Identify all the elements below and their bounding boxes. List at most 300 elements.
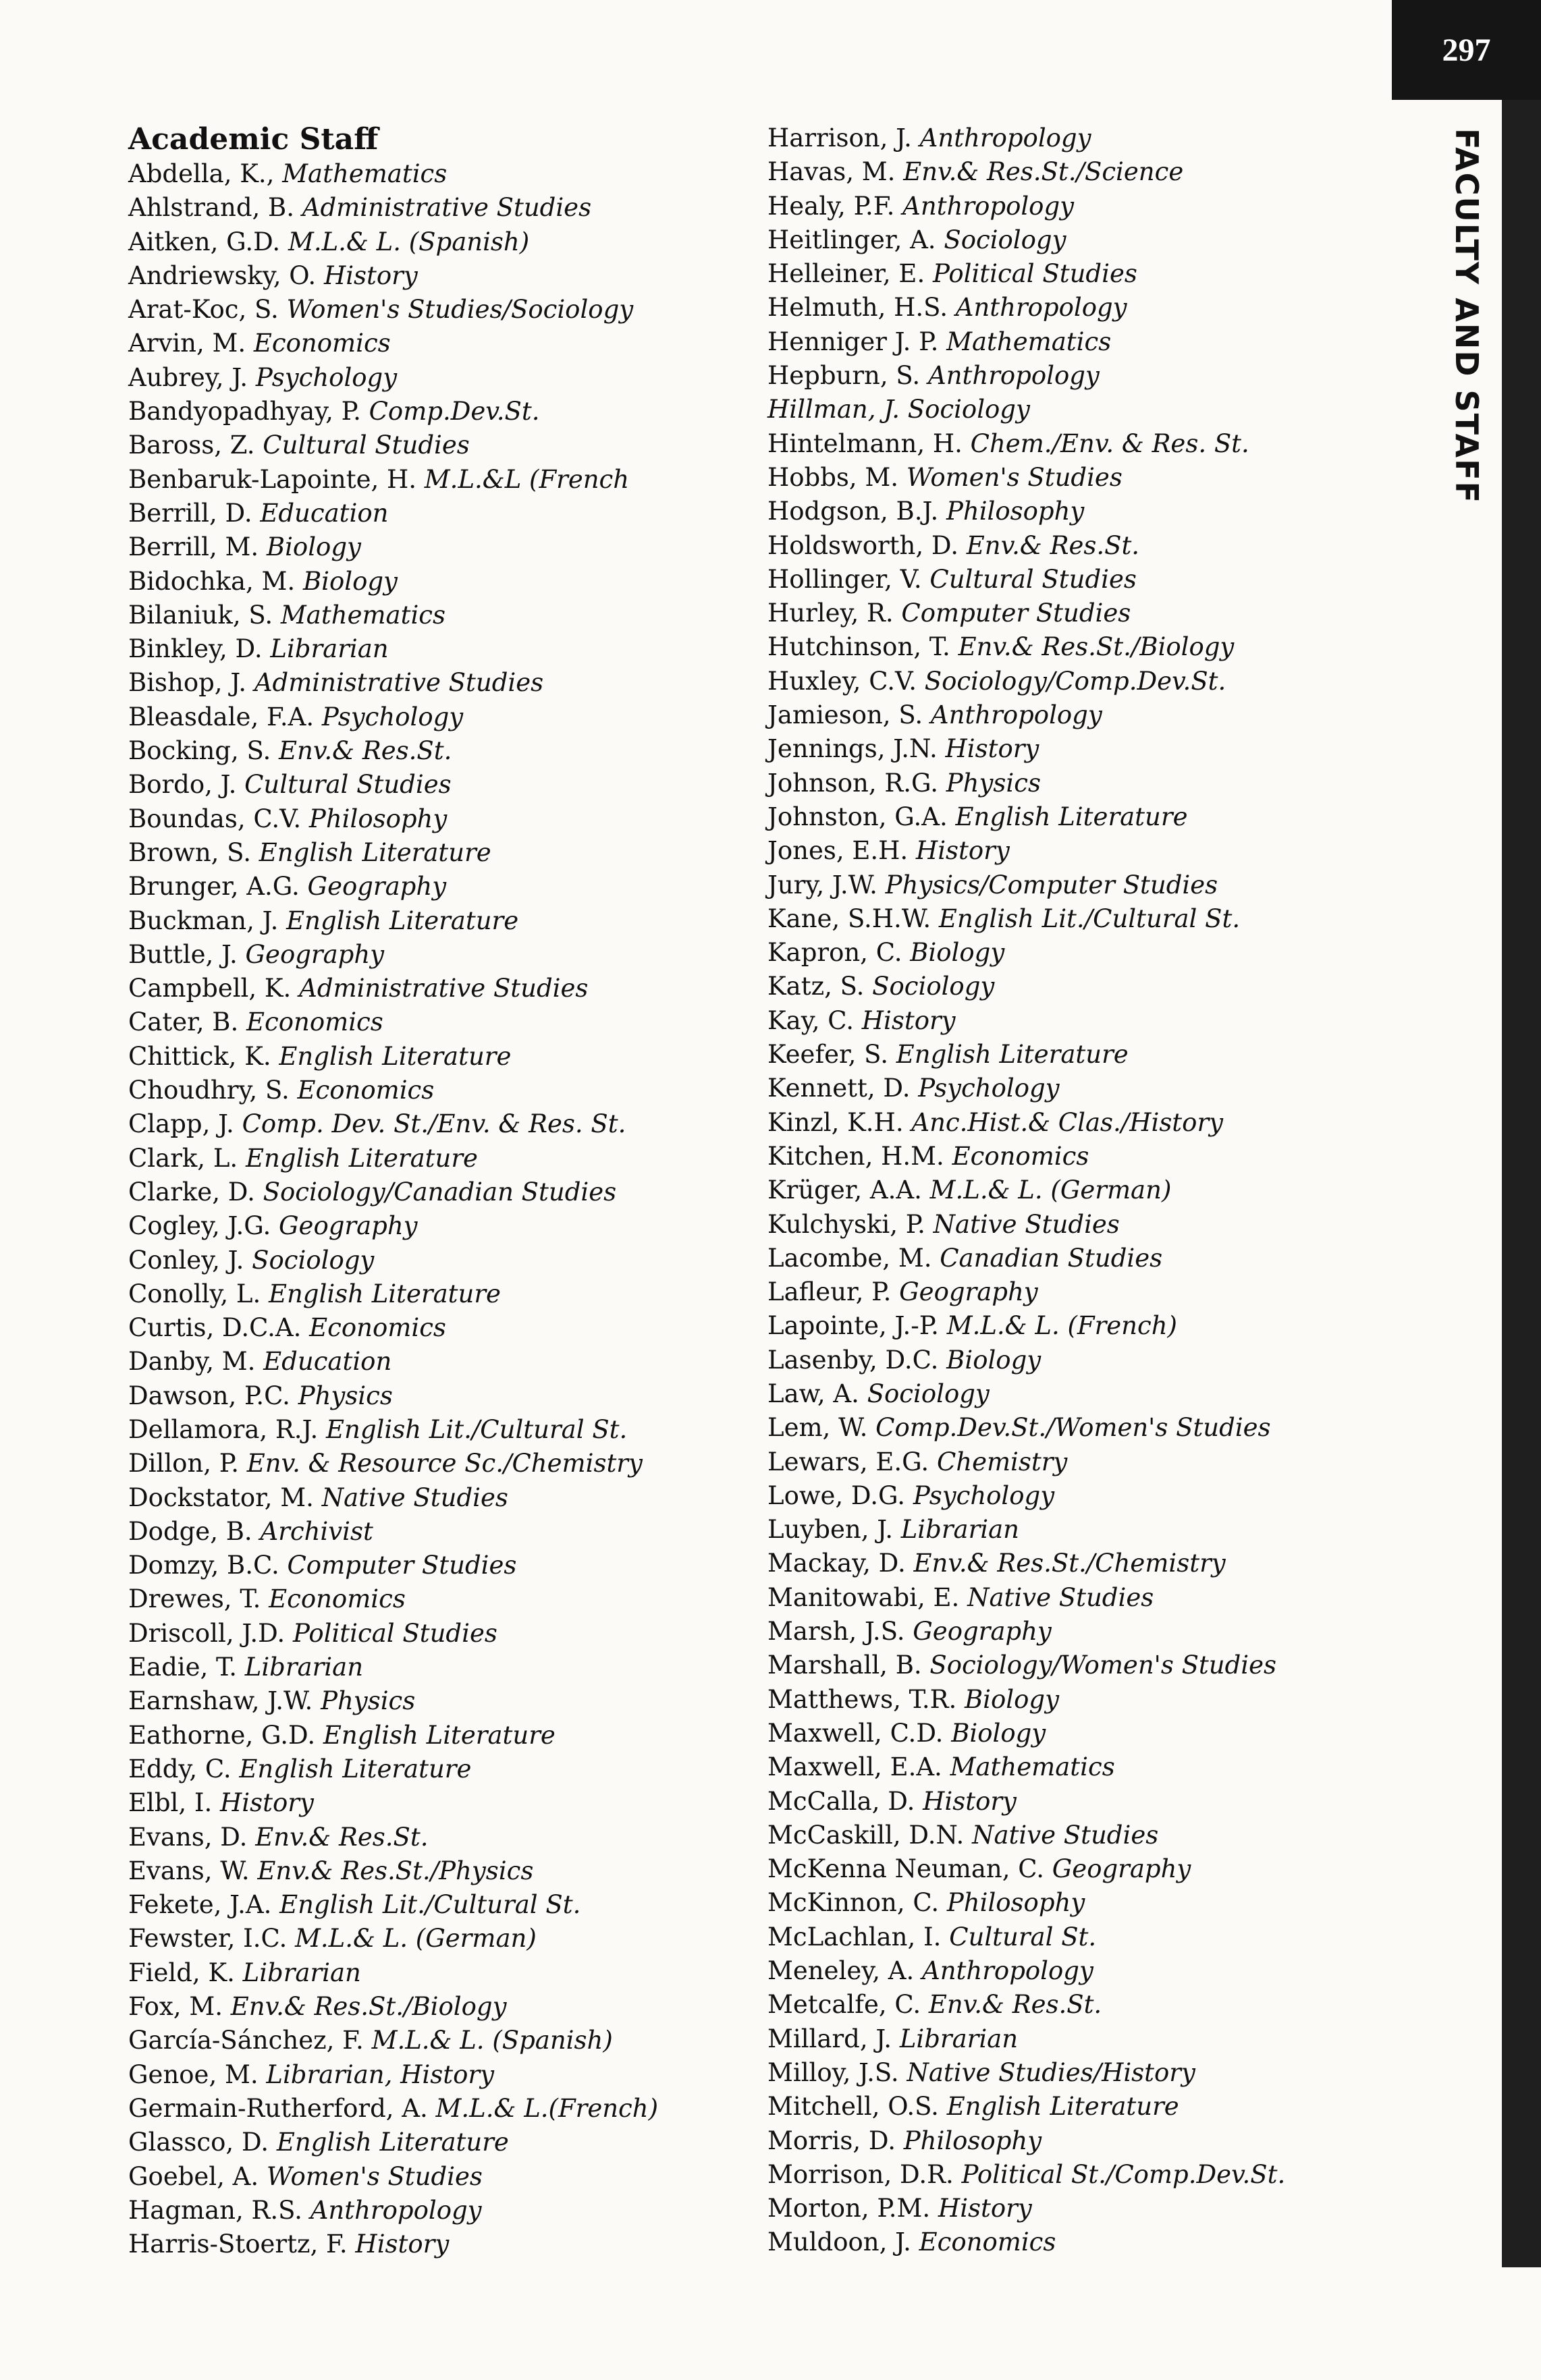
staff-entry xyxy=(128,1142,749,1175)
staff-department: Env.& Res.St./Biology xyxy=(230,1992,507,2022)
staff-name: Healy, P.F. xyxy=(767,191,895,221)
staff-name: Mitchell, O.S. xyxy=(767,2092,939,2122)
staff-department: M.L.& L.(French) xyxy=(435,2093,659,2123)
staff-entry xyxy=(767,2056,1388,2090)
staff-name: Helleiner, E. xyxy=(767,259,925,289)
staff-name: Muldoon, J. xyxy=(767,2227,911,2257)
staff-entry xyxy=(128,395,749,428)
staff-entry xyxy=(767,1886,1388,1920)
staff-name: Bleasdale, F.A. xyxy=(128,702,315,731)
staff-entry xyxy=(767,2090,1388,2124)
staff-name: Katz, S. xyxy=(767,972,865,1001)
staff-column-right xyxy=(767,121,1388,2260)
staff-entry xyxy=(767,1377,1388,1411)
staff-name: Huxley, C.V. xyxy=(767,666,917,696)
staff-column-left xyxy=(128,121,749,2261)
staff-entry xyxy=(767,223,1388,257)
staff-entry xyxy=(128,225,749,259)
staff-department: Political St./Comp.Dev.St. xyxy=(961,2159,1286,2189)
staff-department: Cultural St. xyxy=(949,1922,1097,1952)
staff-entry xyxy=(767,563,1388,597)
staff-department: Env.& Res.St. xyxy=(966,530,1140,560)
staff-department: Librarian xyxy=(242,1958,361,1987)
staff-entry xyxy=(767,257,1388,291)
staff-department: Administrative Studies xyxy=(299,974,589,1003)
staff-entry xyxy=(128,599,749,632)
staff-name: Arvin, M. xyxy=(128,329,246,358)
staff-name: Jones, E.H. xyxy=(767,836,909,866)
staff-name: Bidochka, M. xyxy=(128,566,296,596)
staff-entry xyxy=(128,1040,749,1074)
staff-name: Marshall, B. xyxy=(767,1651,922,1680)
staff-entry xyxy=(128,1752,749,1786)
staff-entry xyxy=(128,1990,749,2024)
staff-name: Lafleur, P. xyxy=(767,1277,892,1307)
staff-name: Buttle, J. xyxy=(128,939,238,969)
staff-entry xyxy=(128,2024,749,2057)
staff-entry xyxy=(128,1244,749,1277)
staff-name: Berrill, D. xyxy=(128,498,252,528)
staff-name: Jamieson, S. xyxy=(767,700,923,730)
staff-entry xyxy=(767,1038,1388,1072)
staff-name: Jury, J.W. xyxy=(767,870,877,900)
staff-department: Sociology xyxy=(872,972,995,1001)
staff-entry xyxy=(128,2126,749,2159)
staff-entry xyxy=(128,1651,749,1684)
staff-entry xyxy=(767,665,1388,698)
staff-name: Andriewsky, O. xyxy=(128,260,317,290)
staff-department: Geography xyxy=(279,1211,418,1241)
staff-department: English Literature xyxy=(259,837,491,867)
staff-name: Maxwell, C.D. xyxy=(767,1718,944,1748)
staff-name: Manitowabi, E. xyxy=(767,1582,960,1612)
staff-department: Political Studies xyxy=(932,259,1137,289)
staff-entry xyxy=(767,190,1388,223)
staff-name: Dodge, B. xyxy=(128,1516,252,1546)
staff-name: Campbell, K. xyxy=(128,974,292,1003)
staff-department: Women's Studies xyxy=(266,2161,483,2191)
staff-department: Mathematics xyxy=(280,600,446,630)
staff-department: Mathematics xyxy=(946,327,1112,356)
staff-entry xyxy=(767,2124,1388,2158)
staff-name: Morton, P.M. xyxy=(767,2194,931,2223)
staff-entry xyxy=(767,1683,1388,1717)
staff-department: Sociology xyxy=(867,1379,990,1408)
staff-name: McKenna Neuman, C. xyxy=(767,1854,1044,1884)
staff-entry xyxy=(128,1821,749,1854)
staff-department: Women's Studies/Sociology xyxy=(286,295,634,325)
staff-name: Millard, J. xyxy=(767,2024,892,2053)
staff-entry xyxy=(767,936,1388,970)
staff-entry xyxy=(128,1209,749,1243)
staff-department: Cultural Studies xyxy=(244,770,452,800)
staff-department: Env.& Res.St. xyxy=(279,736,452,766)
staff-name: Keefer, S. xyxy=(767,1040,888,1070)
staff-department: Economics xyxy=(919,2227,1056,2257)
staff-entry xyxy=(767,2158,1388,2192)
staff-department: Philosophy xyxy=(946,1888,1085,1918)
staff-department: Economics xyxy=(309,1313,446,1343)
staff-name: Krüger, A.A. xyxy=(767,1175,922,1205)
staff-department: Native Studies/History xyxy=(907,2057,1195,2087)
staff-entry xyxy=(767,868,1388,902)
staff-name: Kay, C. xyxy=(767,1005,854,1035)
staff-department: Chem./Env. & Res. St. xyxy=(970,428,1249,458)
staff-department: Anthropology xyxy=(902,191,1075,221)
staff-entry xyxy=(767,1615,1388,1649)
staff-department: Philosophy xyxy=(946,497,1085,526)
staff-name: Kinzl, K.H. xyxy=(767,1107,904,1137)
staff-department: Economics xyxy=(297,1076,435,1105)
staff-name: Kitchen, H.M. xyxy=(767,1141,944,1171)
staff-department: Env.& Res.St. xyxy=(255,1822,429,1852)
staff-name: Hollinger, V. xyxy=(767,564,922,594)
staff-name: Ahlstrand, B. xyxy=(128,193,294,223)
staff-entry xyxy=(767,1920,1388,1954)
staff-entry xyxy=(128,1277,749,1311)
staff-entry xyxy=(128,1582,749,1616)
staff-department: English Literature xyxy=(286,906,519,935)
staff-department: Librarian xyxy=(244,1653,364,1682)
staff-name: Lacombe, M. xyxy=(767,1243,932,1273)
staff-name: Arat-Koc, S. xyxy=(128,295,279,325)
staff-entry xyxy=(128,1549,749,1582)
staff-entry xyxy=(128,938,749,972)
staff-department: Sociology/Comp.Dev.St. xyxy=(924,666,1226,696)
staff-department: Env.& Res.St./Chemistry xyxy=(913,1549,1226,1578)
staff-department: Physics xyxy=(298,1381,393,1410)
staff-department: English Literature xyxy=(323,1720,556,1750)
staff-department: Hillman, J. Sociology xyxy=(767,395,1030,424)
staff-department: Physics/Computer Studies xyxy=(885,870,1218,900)
staff-entry xyxy=(128,497,749,530)
staff-department: M.L.&L (French xyxy=(424,464,630,494)
staff-name: Kapron, C. xyxy=(767,938,902,968)
staff-name: Henniger J. P. xyxy=(767,327,939,356)
staff-department: Physics xyxy=(321,1686,416,1716)
staff-name: Lapointe, J.-P. xyxy=(767,1311,939,1341)
staff-entry xyxy=(128,2092,749,2126)
staff-name: Morris, D. xyxy=(767,2126,896,2155)
staff-entry xyxy=(128,1005,749,1039)
staff-name: Elbl, I. xyxy=(128,1788,213,1818)
staff-name: Harrison, J. xyxy=(767,123,912,153)
staff-entry xyxy=(767,1954,1388,1988)
page-number: 297 xyxy=(1392,0,1541,100)
staff-entry xyxy=(128,768,749,802)
section-title: FACULTY AND STAFF xyxy=(1449,128,1485,504)
staff-department: Librarian xyxy=(270,634,389,664)
staff-entry xyxy=(128,632,749,666)
staff-entries-right xyxy=(767,121,1388,2260)
staff-name: Lem, W. xyxy=(767,1413,868,1443)
staff-entry xyxy=(767,698,1388,732)
staff-department: Anthropology xyxy=(919,123,1091,153)
staff-name: Clapp, J. xyxy=(128,1109,234,1139)
staff-name: Glassco, D. xyxy=(128,2128,269,2157)
staff-department: Biology xyxy=(910,938,1005,968)
staff-name: Danby, M. xyxy=(128,1347,256,1377)
staff-entry xyxy=(128,1684,749,1718)
staff-name: Conley, J. xyxy=(128,1245,244,1275)
staff-entry xyxy=(128,1175,749,1209)
staff-entry xyxy=(767,1140,1388,1173)
staff-department: Native Studies xyxy=(321,1483,508,1512)
staff-department: Geography xyxy=(913,1617,1052,1646)
staff-name: Buckman, J. xyxy=(128,906,279,935)
staff-entry xyxy=(128,1345,749,1379)
staff-department: Env.& Res.St./Biology xyxy=(958,632,1235,662)
staff-department: Economics xyxy=(253,329,391,358)
staff-department: Comp.Dev.St. xyxy=(369,397,540,426)
staff-list-heading: Academic Staff xyxy=(128,122,379,157)
staff-entry xyxy=(767,1479,1388,1513)
staff-department: Anthropology xyxy=(927,361,1100,391)
staff-entry xyxy=(128,734,749,768)
staff-entry xyxy=(128,972,749,1005)
staff-entry xyxy=(767,427,1388,461)
staff-entry xyxy=(128,293,749,327)
staff-department: Psychology xyxy=(913,1480,1055,1510)
staff-entries-left xyxy=(128,157,749,2261)
staff-department: History xyxy=(861,1005,956,1035)
staff-department: Computer Studies xyxy=(287,1551,517,1580)
staff-department: English Lit./Cultural St. xyxy=(938,904,1241,933)
staff-entry xyxy=(767,291,1388,325)
staff-entry xyxy=(767,1513,1388,1547)
staff-name: McCaskill, D.N. xyxy=(767,1820,965,1850)
staff-name: Lowe, D.G. xyxy=(767,1480,906,1510)
staff-department: Archivist xyxy=(260,1516,373,1546)
staff-department: History xyxy=(915,836,1010,866)
staff-entry xyxy=(128,463,749,497)
staff-entry xyxy=(767,1411,1388,1445)
staff-department: Native Studies xyxy=(933,1209,1120,1239)
staff-entry xyxy=(128,530,749,564)
staff-department: Philosophy xyxy=(903,2126,1042,2155)
staff-entry xyxy=(128,666,749,700)
staff-entry xyxy=(128,1786,749,1820)
staff-name: Bandyopadhyay, P. xyxy=(128,397,361,426)
staff-entry xyxy=(767,461,1388,495)
staff-entry xyxy=(767,1547,1388,1580)
staff-name: Field, K. xyxy=(128,1958,235,1987)
staff-entry xyxy=(128,327,749,360)
staff-entry xyxy=(767,834,1388,868)
staff-name: Dockstator, M. xyxy=(128,1483,314,1512)
staff-department: Cultural Studies xyxy=(263,431,470,460)
staff-name: Germain-Rutherford, A. xyxy=(128,2093,428,2123)
staff-department: Physics xyxy=(946,768,1041,798)
staff-name: Baross, Z. xyxy=(128,431,255,460)
staff-department: Mathematics xyxy=(282,159,448,188)
staff-name: Kulchyski, P. xyxy=(767,1209,925,1239)
staff-entry xyxy=(128,2194,749,2227)
staff-entry xyxy=(128,1854,749,1888)
staff-name: Luyben, J. xyxy=(767,1515,893,1545)
staff-name: Benbaruk-Lapointe, H. xyxy=(128,464,417,494)
staff-department: Administrative Studies xyxy=(302,193,592,223)
staff-name: Evans, W. xyxy=(128,1856,250,1885)
staff-department: Administrative Studies xyxy=(254,668,544,698)
staff-entry xyxy=(128,1922,749,1956)
staff-department: History xyxy=(945,734,1039,764)
staff-department: English Literature xyxy=(268,1279,501,1308)
staff-name: Earnshaw, J.W. xyxy=(128,1686,313,1716)
staff-name: Berrill, M. xyxy=(128,532,259,562)
staff-department: Canadian Studies xyxy=(940,1243,1163,1273)
staff-department: English Literature xyxy=(279,1041,512,1071)
staff-entry xyxy=(767,902,1388,936)
staff-name: Fewster, I.C. xyxy=(128,1924,288,1954)
staff-entry xyxy=(767,1208,1388,1242)
staff-department: Chemistry xyxy=(936,1447,1068,1476)
staff-department: English Literature xyxy=(946,2092,1179,2122)
staff-name: Matthews, T.R. xyxy=(767,1684,957,1714)
staff-department: Geography xyxy=(245,939,385,969)
staff-department: Librarian xyxy=(899,2024,1019,2053)
staff-name: Meneley, A. xyxy=(767,1956,915,1986)
staff-name: Hintelmann, H. xyxy=(767,428,963,458)
staff-department: English Literature xyxy=(239,1754,472,1783)
staff-name: Milloy, J.S. xyxy=(767,2057,899,2087)
section-side-bar xyxy=(1502,100,1541,2267)
staff-department: Geography xyxy=(307,872,447,902)
staff-entry xyxy=(767,767,1388,800)
staff-entry xyxy=(767,630,1388,664)
staff-name: Mackay, D. xyxy=(767,1549,906,1578)
staff-department: Geography xyxy=(1052,1854,1191,1884)
staff-department: History xyxy=(938,2194,1032,2223)
staff-entry xyxy=(767,1242,1388,1275)
staff-entry xyxy=(767,1004,1388,1038)
staff-department: Env.& Res.St./Physics xyxy=(257,1856,534,1885)
staff-name: Maxwell, E.A. xyxy=(767,1752,942,1782)
staff-entry xyxy=(128,565,749,599)
staff-department: Computer Studies xyxy=(901,599,1131,628)
staff-department: Anthropology xyxy=(930,700,1102,730)
staff-name: Law, A. xyxy=(767,1379,859,1408)
staff-entry xyxy=(128,361,749,395)
staff-entry xyxy=(767,1072,1388,1105)
staff-entry xyxy=(128,259,749,293)
staff-department: Comp. Dev. St./Env. & Res. St. xyxy=(242,1109,626,1139)
staff-name: McLachlan, I. xyxy=(767,1922,942,1952)
staff-name: Fekete, J.A. xyxy=(128,1890,272,1920)
staff-entry xyxy=(767,155,1388,189)
staff-name: Dillon, P. xyxy=(128,1449,239,1478)
staff-entry xyxy=(128,1481,749,1515)
staff-entry xyxy=(128,1515,749,1549)
staff-department: Anthropology xyxy=(310,2195,482,2225)
staff-entry xyxy=(767,1852,1388,1886)
staff-department: Anc.Hist.& Clas./History xyxy=(911,1107,1224,1137)
staff-department: Biology xyxy=(302,566,398,596)
staff-department: History xyxy=(355,2230,450,2259)
staff-name: Hutchinson, T. xyxy=(767,632,950,662)
staff-department: Economics xyxy=(269,1584,406,1614)
staff-department: Librarian, History xyxy=(266,2059,494,2089)
staff-name: Eddy, C. xyxy=(128,1754,232,1783)
staff-entry xyxy=(767,2192,1388,2225)
staff-name: Conolly, L. xyxy=(128,1279,261,1308)
staff-entry xyxy=(767,1445,1388,1479)
staff-entry xyxy=(767,1785,1388,1819)
staff-department: Mathematics xyxy=(950,1752,1115,1782)
staff-department: Biology xyxy=(964,1684,1059,1714)
staff-department: Philosophy xyxy=(308,804,448,833)
staff-department: M.L.& L. (Spanish) xyxy=(371,2026,613,2055)
staff-name: Lasenby, D.C. xyxy=(767,1345,939,1375)
staff-name: Clark, L. xyxy=(128,1143,238,1173)
staff-entry xyxy=(128,1956,749,1990)
staff-entry xyxy=(128,700,749,734)
staff-name: McCalla, D. xyxy=(767,1786,915,1816)
staff-department: Biology xyxy=(951,1718,1046,1748)
staff-department: Sociology xyxy=(944,225,1066,254)
staff-name: Bordo, J. xyxy=(128,770,237,800)
staff-name: Aitken, G.D. xyxy=(128,227,281,256)
staff-name: Binkley, D. xyxy=(128,634,263,664)
staff-department: Env.& Res.St./Science xyxy=(903,157,1184,187)
staff-name: Hepburn, S. xyxy=(767,361,921,391)
staff-name: Boundas, C.V. xyxy=(128,804,302,833)
staff-entry xyxy=(128,2058,749,2092)
staff-entry xyxy=(767,1750,1388,1784)
staff-name: Lewars, E.G. xyxy=(767,1447,929,1476)
staff-department: English Literature xyxy=(276,2128,509,2157)
staff-department: Political Studies xyxy=(292,1618,497,1648)
staff-name: Genoe, M. xyxy=(128,2059,259,2089)
staff-name: Goebel, A. xyxy=(128,2161,259,2191)
staff-name: Aubrey, J. xyxy=(128,362,248,392)
staff-department: Env.& Res.St. xyxy=(928,1990,1102,2020)
staff-name: Johnson, R.G. xyxy=(767,768,939,798)
staff-name: Dawson, P.C. xyxy=(128,1381,290,1410)
staff-name: Metcalfe, C. xyxy=(767,1990,921,2020)
staff-entry xyxy=(767,359,1388,393)
staff-entry xyxy=(128,1413,749,1447)
staff-name: Heitlinger, A. xyxy=(767,225,936,254)
staff-name: Johnston, G.A. xyxy=(767,802,948,831)
staff-department: Geography xyxy=(899,1277,1038,1307)
staff-department: Sociology/Canadian Studies xyxy=(263,1177,617,1207)
staff-department: English Lit./Cultural St. xyxy=(279,1890,581,1920)
staff-department: History xyxy=(323,260,418,290)
staff-entry xyxy=(767,1173,1388,1207)
staff-name: Morrison, D.R. xyxy=(767,2159,954,2189)
staff-entry xyxy=(767,1344,1388,1377)
staff-entry xyxy=(128,1379,749,1413)
staff-department: Cultural Studies xyxy=(929,564,1137,594)
staff-entry xyxy=(128,2227,749,2261)
staff-entry xyxy=(767,970,1388,1003)
staff-department: M.L.& L. (French) xyxy=(946,1311,1177,1341)
staff-name: Bocking, S. xyxy=(128,736,271,766)
staff-entry xyxy=(128,1617,749,1651)
staff-department: Economics xyxy=(246,1007,383,1037)
staff-entry xyxy=(128,1107,749,1141)
staff-entry xyxy=(128,1719,749,1752)
staff-name: Jennings, J.N. xyxy=(767,734,938,764)
staff-department: Anthropology xyxy=(922,1956,1093,1986)
staff-entry xyxy=(767,1988,1388,2022)
staff-name: Kennett, D. xyxy=(767,1074,911,1103)
staff-name: Dellamora, R.J. xyxy=(128,1414,319,1444)
staff-department: Sociology/Women's Studies xyxy=(929,1651,1277,1680)
staff-department: Biology xyxy=(946,1345,1042,1375)
staff-name: Hobbs, M. xyxy=(767,462,899,492)
